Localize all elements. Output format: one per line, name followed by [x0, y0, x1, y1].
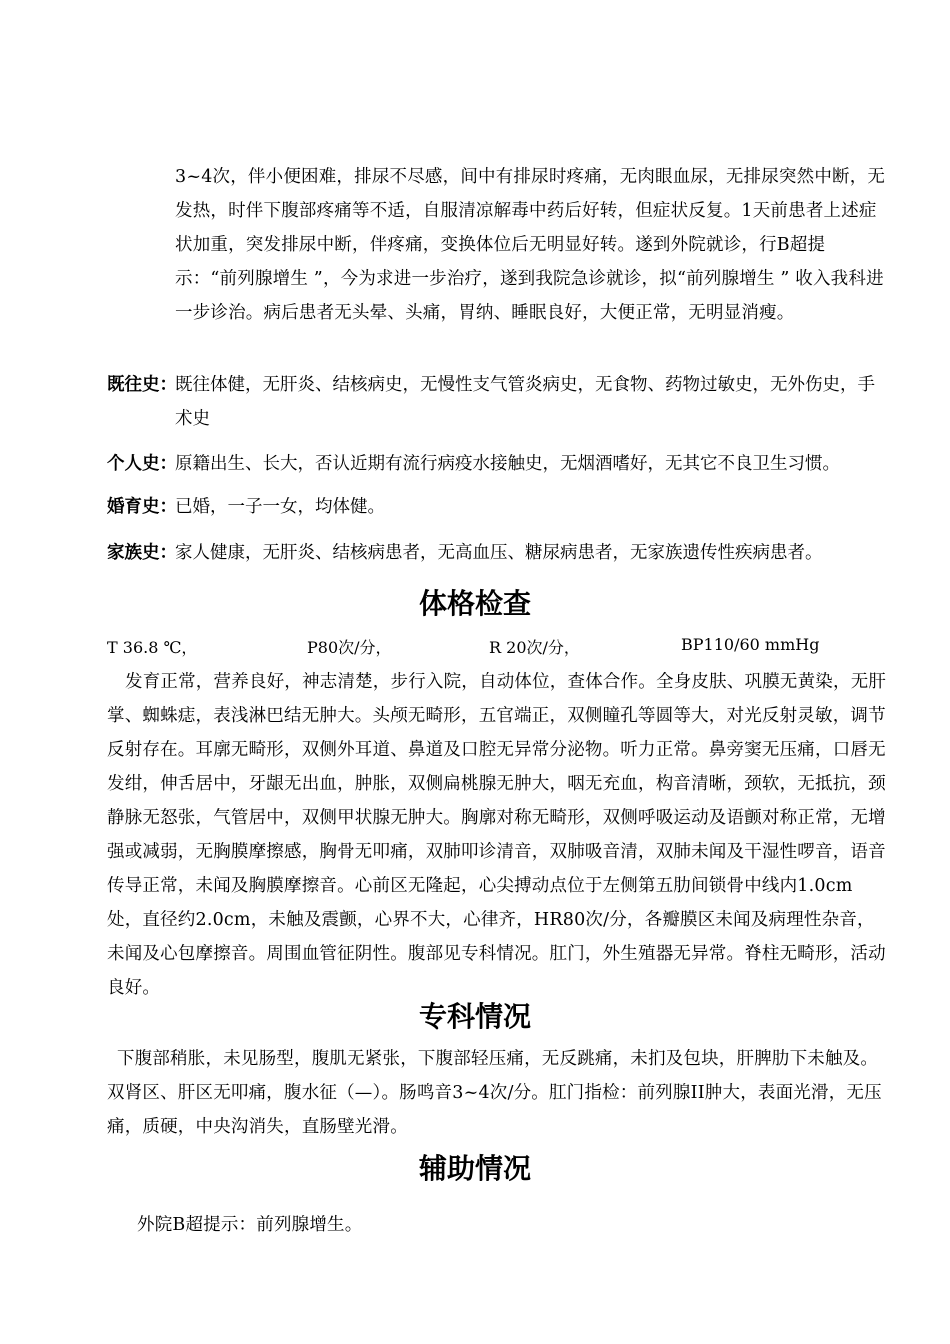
past-history-text: 既往体健，无肝炎、结核病史，无慢性支气管炎病史，无食物、药物过敏史，无外伤史，手术史 [175, 375, 875, 429]
past-history [107, 368, 887, 436]
personal-history [107, 447, 887, 481]
present-illness-text: 3~4次，伴小便困难，排尿不尽感，间中有排尿时疼痛，无肉眼血尿，无排尿突然中断，无发热，时伴下腹部疼痛等不适，自服清凉解毒中药后好转，但症状反复。1天前患者上述症状加重，突发排尿中断，伴疼痛，变换体位后无明显好转。遂到外院就诊，行B超提示：“前列腺增生 ”，今为求进一步治疗，遂到我院急诊就诊，拟“前列腺增生 ” 收入我科进一步诊治。病后患者无头晕、头痛，胃纳、睡眠良好，大便正常，无明显消瘦。 [175, 167, 886, 323]
specialty-title: 专科情况 [418, 1000, 531, 1033]
past-history-label: 既往史： [107, 375, 177, 395]
physical-exam-title: 体格检查 [418, 587, 531, 620]
vital-pulse: P80次/分， [307, 638, 392, 657]
vital-blood-pressure: BP110/60 mmHg [681, 635, 820, 654]
marital-history-label: 婚育史： [107, 497, 177, 517]
family-history-label: 家族史： [107, 543, 177, 563]
auxiliary-title: 辅助情况 [418, 1152, 531, 1185]
vital-temperature: T 36.8 ℃， [107, 638, 198, 657]
specialty-text: 下腹部稍胀，未见肠型，腹肌无紧张，下腹部轻压痛，无反跳痛，未扪及包块，肝脾肋下未触及。双肾区、肝区无叩痛，腹水征（—）。肠鸣音3~4次/分。肛门指检：前列腺II肿大，表面光滑，无压痛，质硬，中央沟消失，直肠壁光滑。 [107, 1049, 882, 1137]
personal-history-label: 个人史： [107, 454, 177, 474]
vital-respiration: R 20次/分， [489, 638, 580, 657]
marital-history-text: 已婚，一子一女，均体健。 [175, 497, 385, 517]
physical-exam-text: 发育正常，营养良好，神志清楚，步行入院，自动体位，查体合作。全身皮肤、巩膜无黄染，无肝掌、蜘蛛痣，表浅淋巴结无肿大。头颅无畸形，五官端正，双侧瞳孔等圆等大，对光反射灵敏，调节反射存在。耳廓无畸形，双侧外耳道、鼻道及口腔无异常分泌物。听力正常。鼻旁窦无压痛，口唇无发绀，伸舌居中，牙龈无出血，肿胀，双侧扁桃腺无肿大，咽无充血，构音清晰，颈软，无抵抗，颈静脉无怒张，气管居中，双侧甲状腺无肿大。胸廓对称无畸形，双侧呼吸运动及语颤对称正常，无增强或减弱，无胸膜摩擦感，胸骨无叩痛，双肺叩诊清音，双肺吸音清，双肺未闻及干湿性啰音，语音传导正常，未闻及胸膜摩擦音。心前区无隆起，心尖搏动点位于左侧第五肋间锁骨中线内1.0cm处，直径约2.0cm，未触及震颤，心界不大，心律齐，HR80次/分，各瓣膜区未闻及病理性杂音，未闻及心包摩擦音。周围血管征阴性。腹部见专科情况。肛门，外生殖器无异常。脊柱无畸形，活动良好。 [107, 672, 887, 998]
personal-history-text: 原籍出生、长大，否认近期有流行病疫水接触史，无烟酒嗜好，无其它不良卫生习惯。 [175, 454, 840, 474]
auxiliary-text: 外院B超提示：前列腺增生。 [137, 1215, 363, 1235]
family-history-text: 家人健康，无肝炎、结核病患者，无高血压、糖尿病患者，无家族遗传性疾病患者。 [175, 543, 823, 563]
family-history [107, 536, 887, 570]
marital-history [107, 490, 887, 524]
